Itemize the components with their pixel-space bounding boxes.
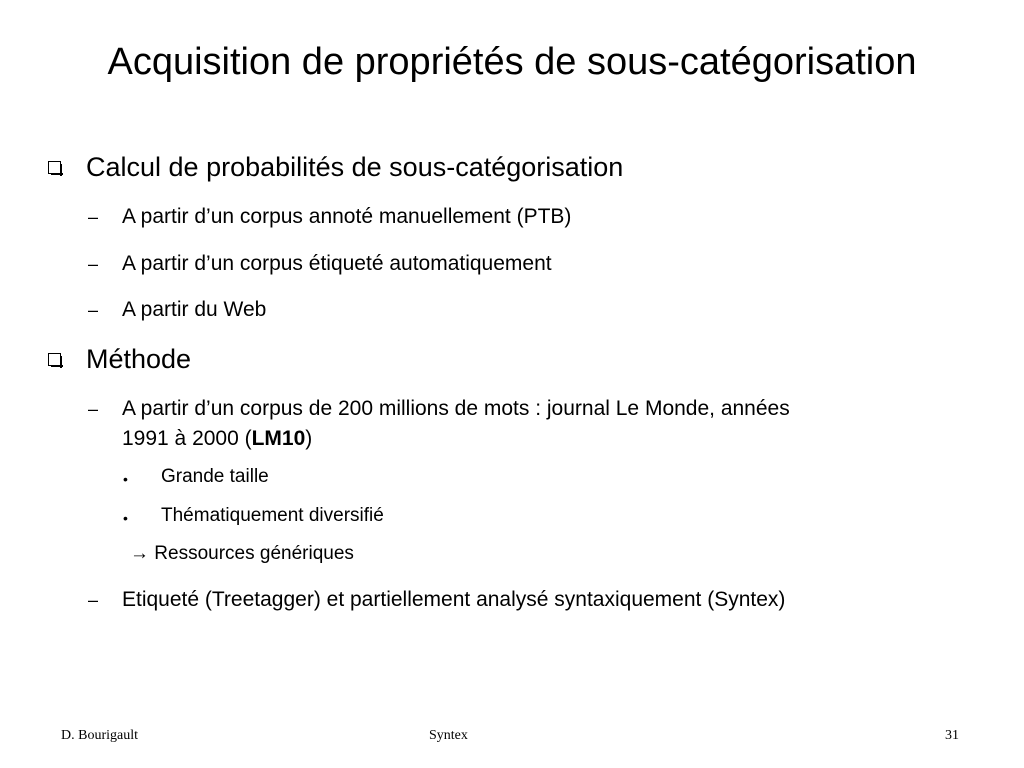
dash-marker: – xyxy=(88,399,99,419)
checkbox-bullet-icon xyxy=(48,161,61,174)
subitem-1-2: A partir d’un corpus étiqueté automatiquement xyxy=(122,252,552,275)
corpus-name-bold: LM10 xyxy=(251,427,306,450)
subsubitem-2: Thématiquement diversifié xyxy=(161,505,384,526)
subitem-2-1-line2 xyxy=(122,424,312,454)
slide-title: Acquisition de propriétés de sous-catégorisation xyxy=(107,41,917,83)
subitem-2-1-suffix: ) xyxy=(305,427,313,450)
subitem-1-3: A partir du Web xyxy=(122,298,267,321)
dot-marker: • xyxy=(123,510,128,526)
dash-marker: – xyxy=(88,300,99,320)
subsubitem-1: Grande taille xyxy=(161,466,269,487)
footer-center: Syntex xyxy=(429,728,468,743)
bullet-2-text: Méthode xyxy=(86,344,192,374)
subitem-2-2: Etiqueté (Treetagger) et partiellement analysé syntaxiquement (Syntex) xyxy=(122,588,786,611)
subitem-1-1: A partir d’un corpus annoté manuellement (PTB) xyxy=(122,205,572,228)
dash-marker: – xyxy=(88,254,99,274)
checkbox-bullet-icon xyxy=(48,353,61,366)
subitem-2-1-line1: A partir d’un corpus de 200 millions de mots : journal Le Monde, années xyxy=(122,397,790,420)
page-number: 31 xyxy=(945,728,959,743)
dash-marker: – xyxy=(88,590,99,610)
bullet-1-text: Calcul de probabilités de sous-catégorisation xyxy=(86,152,624,182)
subitem-2-1-prefix: 1991 à 2000 ( xyxy=(122,427,252,450)
dot-marker: • xyxy=(123,471,128,487)
conclusion-text: Ressources génériques xyxy=(154,543,354,564)
footer-author: D. Bourigault xyxy=(61,728,138,743)
arrow-right-icon: → xyxy=(130,543,149,564)
conclusion-line xyxy=(130,541,354,567)
dash-marker: – xyxy=(88,207,99,227)
